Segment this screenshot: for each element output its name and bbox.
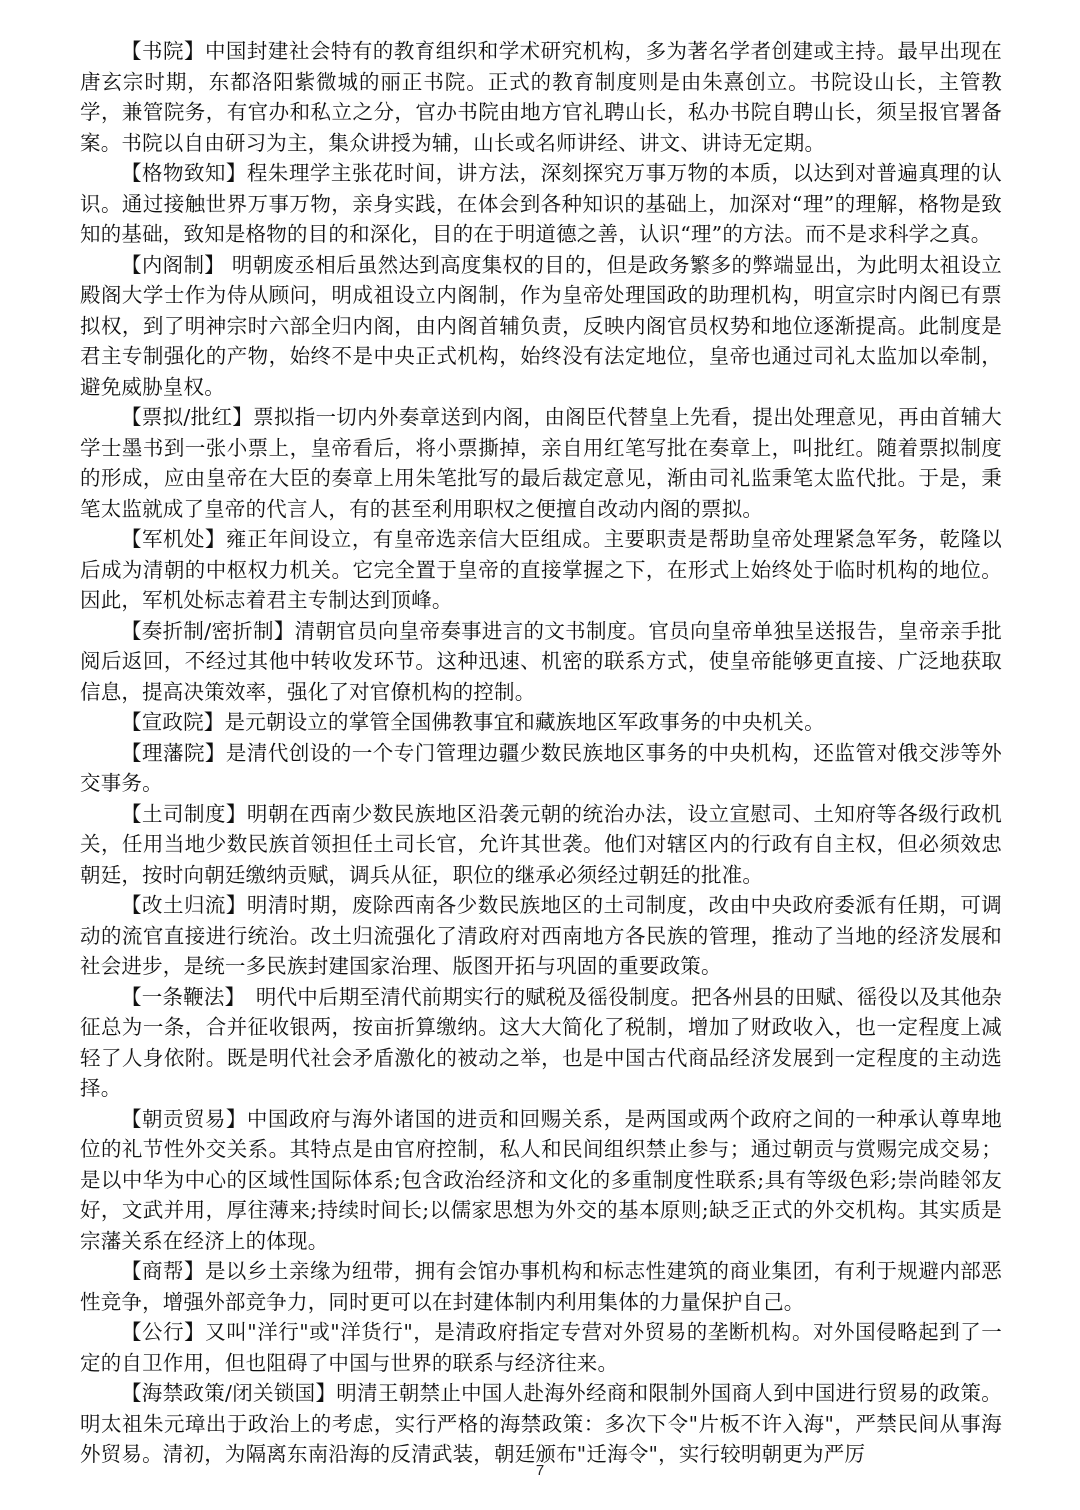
entry-term: 【商帮】 xyxy=(121,1259,205,1283)
entry-piaoni-pihong xyxy=(80,402,1002,524)
entry-chaogong-maoyi xyxy=(80,1104,1002,1257)
entry-term: 【内阁制】 xyxy=(121,252,226,277)
entry-xuanzhengyuan xyxy=(80,707,1002,738)
entry-text: 票拟指一切内外奏章送到内阁，由阁臣代替皇上先看，提出处理意见，再由首辅大学士墨书到一张小票上，皇帝看后，将小票撕掉，亲自用红笔写批在奏章上，叫批红。随着票拟制度的形成，应由皇帝在大臣的奏章上用朱笔批写的最后裁定意见，渐由司礼监秉笔太监代批。于是，秉笔太监就成了皇帝的代言人，有的甚至利用职权之便擅自改动内阁的票拟。 xyxy=(80,405,1002,521)
entry-text: 明清时期，废除西南各少数民族地区的土司制度，改由中央政府委派有任期，可调动的流官直接进行统治。改土归流强化了清政府对西南地方各民族的管理，推动了当地的经济发展和社会进步，是统一多民族封建国家治理、版图开拓与巩固的重要政策。 xyxy=(80,893,1003,978)
entry-shangbang xyxy=(80,1256,1002,1317)
entry-term: 【土司制度】 xyxy=(121,801,247,826)
entry-text: 雍正年间设立，有皇帝选亲信大臣组成。主要职责是帮助皇帝处理紧急军务，乾隆以后成为清朝的中枢权力机关。它完全置于皇帝的直接掌握之下，在形式上始终处于临时机构的地位。因此，军机处标志着君主专制达到顶峰。 xyxy=(80,527,1002,612)
entry-term: 【军机处】 xyxy=(121,527,226,551)
entry-gonghang xyxy=(80,1317,1002,1378)
entry-text: 中国封建社会特有的教育组织和学术研究机构，多为著名学者创建或主持。最早出现在唐玄宗时期，东都洛阳紫微城的丽正书院。正式的教育制度则是由朱熹创立。书院设山长，主管教学，兼管院务，有官办和私立之分，官办书院由地方官礼聘山长，私办书院自聘山长，须呈报官署备案。书院以自由研习为主，集众讲授为辅，山长或名师讲经、讲文、讲诗无定期。 xyxy=(80,39,1002,155)
entry-haijin-zhengce xyxy=(80,1378,1002,1470)
entry-text: 是清代创设的一个专门管理边疆少数民族地区事务的中央机构，还监管对俄交涉等外交事务。 xyxy=(80,740,1002,795)
entry-tusi-zhidu xyxy=(80,799,1002,891)
entry-zouzhe-zhi xyxy=(80,616,1002,708)
entry-text: 是以乡土亲缘为纽带，拥有会馆办事机构和标志性建筑的商业集团，有利于规避内部恶性竞争，增强外部竞争力，同时更可以在封建体制内利用集体的力量保护自己。 xyxy=(80,1259,1002,1314)
entry-text: 明朝废丞相后虽然达到高度集权的目的，但是政务繁多的弊端显出，为此明太祖设立殿阁大学士作为侍从顾问，明成祖设立内阁制，作为皇帝处理国政的助理机构，明宣宗时内阁已有票拟权，到了明神宗时六部全归内阁，由内阁首辅负责，反映内阁官员权势和地位逐渐提高。此制度是君主专制强化的产物，始终不是中央正式机构，始终没有法定地位，皇帝也通过司礼太监加以牵制，避免威胁皇权。 xyxy=(80,252,1003,399)
entry-term: 【宣政院】 xyxy=(121,710,225,734)
page-number: 7 xyxy=(535,1462,545,1479)
entry-text: 中国政府与海外诸国的进贡和回赐关系，是两国或两个政府之间的一种承认尊卑地位的礼节性外交关系。其特点是由官府控制，私人和民间组织禁止参与；通过朝贡与赏赐完成交易；是以中华为中心的区域性国际体系;包含政治经济和文化的多重制度性联系;具有等级色彩;崇尚睦邻友好，文武并用，厚往薄来;持续时间长;以儒家思想为外交的基本原则;缺乏正式的外交机构。其实质是宗藩关系在经济上的体现。 xyxy=(80,1106,1003,1253)
entry-text: 程朱理学主张花时间，讲方法，深刻探究万事万物的本质，以达到对普遍真理的认识。通过接触世界万事万物，亲身实践，在体会到各种知识的基础上，加深对“理”的理解，格物是致知的基础，致知是格物的目的和深化，目的在于明道德之善，认识“理”的方法。而不是求科学之真。 xyxy=(80,161,1003,246)
entry-term: 【公行】 xyxy=(121,1320,206,1344)
entry-term: 【海禁政策/闭关锁国】 xyxy=(121,1381,337,1405)
entry-yitiao-bianfa xyxy=(80,982,1002,1104)
entry-term: 【奏折制/密折制】 xyxy=(121,618,295,643)
entry-text: 清朝官员向皇帝奏事进言的文书制度。官员向皇帝单独呈送报告，皇帝亲手批阅后返回，不经过其他中转收发环节。这种迅速、机密的联系方式，使皇帝能够更直接、广泛地获取信息，提高决策效率，强化了对官僚机构的控制。 xyxy=(80,618,1002,704)
entry-term: 【一条鞭法】 xyxy=(121,984,236,1009)
entry-text: 又叫"洋行"或"洋货行"，是清政府指定专营对外贸易的垄断机构。对外国侵略起到了一定的自卫作用，但也阻碍了中国与世界的联系与经济往来。 xyxy=(80,1320,1002,1375)
document-page xyxy=(80,36,1002,1470)
entry-text: 明清王朝禁止中国人赴海外经商和限制外国商人到中国进行贸易的政策。明太祖朱元璋出于政治上的考虑，实行严格的海禁政策：多次下令"片板不许入海"，严禁民间从事海外贸易。清初，为隔离东南沿海的反清武装，朝廷颁布"迁海令"，实行较明朝更为严厉 xyxy=(80,1381,1002,1466)
entry-term: 【理藩院】 xyxy=(121,740,226,765)
entry-neige-zhi xyxy=(80,250,1002,403)
entry-gaitu-guiliu xyxy=(80,890,1002,982)
entry-text: 明代中后期至清代前期实行的赋税及徭役制度。把各州县的田赋、徭役以及其他杂征总为一条，合并征收银两，按亩折算缴纳。这大大简化了税制，增加了财政收入，也一定程度上减轻了人身依附。既是明代社会矛盾激化的被动之举，也是中国古代商品经济发展到一定程度的主动选择。 xyxy=(80,984,1003,1100)
entry-shuyuan xyxy=(80,36,1002,158)
entry-term: 【改土归流】 xyxy=(121,893,247,917)
entry-term: 【票拟/批红】 xyxy=(121,405,254,429)
entry-term: 【书院】 xyxy=(121,39,205,63)
entry-gewu-zhizhi xyxy=(80,158,1002,250)
entry-term: 【朝贡贸易】 xyxy=(121,1106,247,1131)
entry-text: 是元朝设立的掌管全国佛教事宜和藏族地区军政事务的中央机关。 xyxy=(224,710,825,734)
entry-lifanyuan xyxy=(80,738,1002,799)
entry-term: 【格物致知】 xyxy=(121,161,247,185)
entry-text: 明朝在西南少数民族地区沿袭元朝的统治办法，设立宣慰司、土知府等各级行政机关，任用当地少数民族首领担任土司长官，允许其世袭。他们对辖区内的行政有自主权，但必须效忠朝廷，按时向朝廷缴纳贡赋，调兵从征，职位的继承必须经过朝廷的批准。 xyxy=(80,801,1003,887)
entry-junjichu xyxy=(80,524,1002,616)
